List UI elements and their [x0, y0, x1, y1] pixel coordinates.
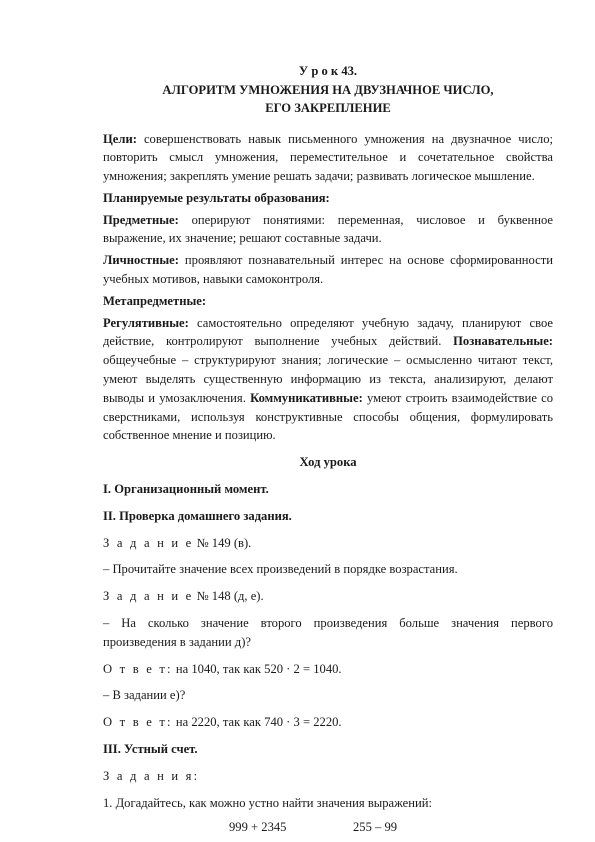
- subject-label: Предметные:: [103, 212, 179, 227]
- task1-text: – Прочитайте значение всех произведений в порядке возрастания.: [103, 562, 458, 577]
- task2-label: З а д а н и е: [103, 589, 194, 604]
- lesson-label: У р о к 43.: [298, 64, 358, 78]
- task1-ref: № 149 (в).: [193, 535, 252, 550]
- tasks-label: З а д а н и я:: [103, 768, 200, 783]
- answer1-line: [103, 660, 553, 679]
- personal-text: проявляют познавательный интерес на основе сформированности учебных мотивов, навыки самоконтроля.: [103, 253, 553, 287]
- task3-text: 1. Догадайтесь, как можно устно найти значения выражений:: [103, 795, 432, 810]
- meta-paragraph: [103, 314, 553, 446]
- task2-line: [103, 587, 553, 606]
- task1-label: З а д а н и е: [103, 535, 194, 550]
- goals-label: Цели:: [103, 131, 137, 146]
- lesson-title-line2: ЕГО ЗАКРЕПЛЕНИЕ: [265, 101, 391, 115]
- meta-heading: Метапредметные:: [103, 293, 207, 308]
- results-heading: Планируемые результаты образования:: [103, 190, 330, 205]
- answer2-text: на 2220, так как 740 · 3 = 2220.: [172, 715, 342, 730]
- task2-ref: № 148 (д, е).: [193, 589, 264, 604]
- lesson-title-line1: АЛГОРИТМ УМНОЖЕНИЯ НА ДВУЗНАЧНОЕ ЧИСЛО,: [162, 82, 494, 97]
- meta-cog-text: общеучебные – структурируют знания; логические – осмысленно читают текст, умеют выделять существенную информацию из текста, анализируют, делают выводы и умозаключения.: [103, 353, 553, 405]
- subject-paragraph: [103, 211, 553, 249]
- task2-text: – На сколько значение второго произведения больше значения первого произведения в задании д)?: [103, 616, 553, 649]
- expression-1: 999 + 2345: [229, 820, 287, 835]
- meta-reg-label: Регулятивные:: [103, 315, 189, 330]
- answer1-text: на 1040, так как 520 · 2 = 1040.: [172, 661, 342, 676]
- section-1-heading: I. Организационный момент.: [103, 482, 269, 497]
- section-3-heading: III. Устный счет.: [103, 742, 198, 757]
- meta-com-text: умеют строить взаимодействие со сверстниками, используя конструктивные способы общения, формулировать собственное мнение и позицию.: [103, 390, 554, 443]
- meta-cog-label: Познавательные:: [441, 334, 553, 349]
- goals-paragraph: [103, 130, 553, 186]
- goals-text: совершенствовать навык письменного умножения на двузначное число; повторить смысл умножения, переместительное и сочетательное свойства умножения; закреплять умение решать задачи; развивать логическое мышление.: [103, 131, 553, 184]
- personal-paragraph: [103, 251, 553, 289]
- task1-line: [103, 534, 553, 553]
- course-heading: Ход урока: [299, 455, 357, 470]
- expression-2: 255 – 99: [353, 820, 398, 835]
- document-content: [103, 62, 553, 837]
- meta-com-label: Коммуникативные:: [245, 390, 363, 405]
- meta-reg-text: самостоятельно определяют учебную задачу, планируют свое действие, контролируют выполнение учебных действий.: [103, 315, 553, 349]
- task2-question2: – В задании е)?: [103, 688, 186, 703]
- expressions-row: [103, 818, 553, 837]
- answer1-label: О т в е т:: [103, 661, 173, 676]
- subject-text: оперируют понятиями: переменная, числовое и буквенное выражение, их значение; решают составные задачи.: [103, 212, 553, 246]
- personal-label: Личностные:: [103, 253, 179, 268]
- answer2-line: [103, 713, 553, 732]
- answer2-label: О т в е т:: [103, 715, 173, 730]
- section-2-heading: II. Проверка домашнего задания.: [103, 508, 292, 523]
